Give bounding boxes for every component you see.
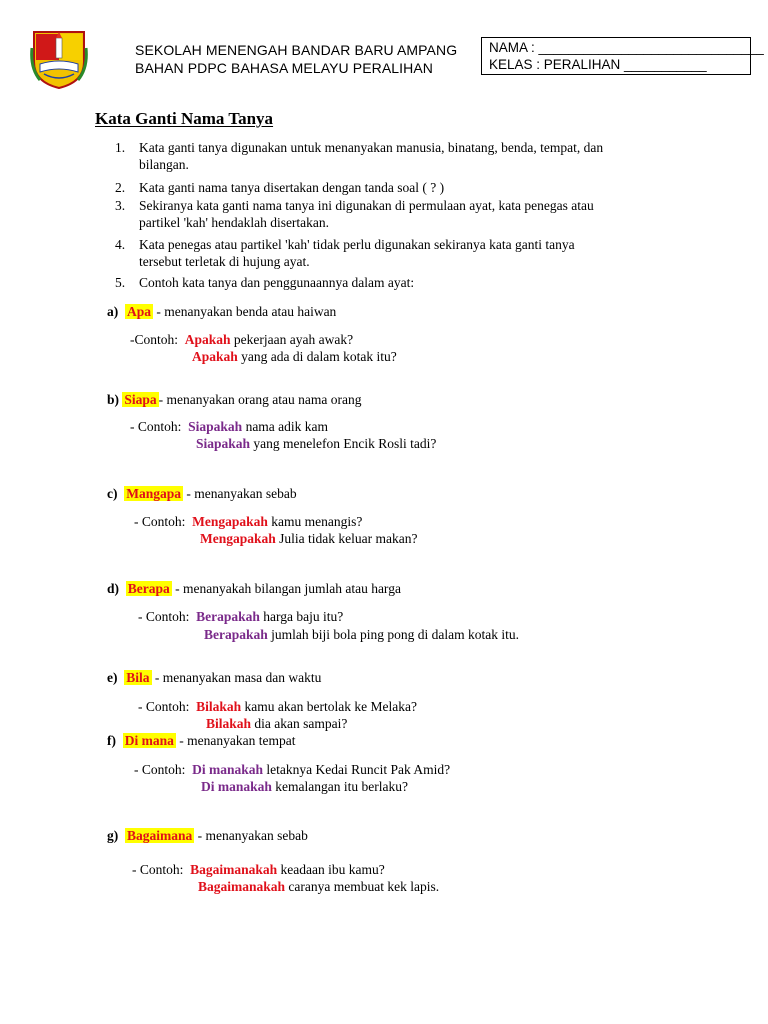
section-heading-bila: e) Bila - menanyakan masa dan waktu [107, 670, 322, 685]
section-heading-berapa: d) Berapa - menanyakah bilangan jumlah atau harga [107, 581, 401, 596]
school-crest-logo [30, 28, 88, 90]
keyword-highlight: Apa [127, 304, 152, 319]
example-line: -Contoh: Apakah pekerjaan ayah awak? [130, 332, 354, 347]
keyword-highlight: Siapa [124, 392, 157, 407]
example-line: Bilakah dia akan sampai? [206, 716, 348, 731]
example-line: Siapakah yang menelefon Encik Rosli tadi? [196, 436, 437, 451]
keyword-highlight: Bagaimana [127, 828, 193, 843]
name-field: NAMA : ______________________________ [489, 40, 764, 55]
class-field: KELAS : PERALIHAN ___________ [489, 57, 707, 72]
school-name: SEKOLAH MENENGAH BANDAR BARU AMPANG [135, 42, 458, 58]
section-heading-mangapa: c) Mangapa - menanyakan sebab [107, 486, 297, 501]
student-info-box [481, 37, 764, 75]
point-text: Contoh kata tanya dan penggunaannya dalam ayat: [139, 275, 415, 290]
point-text: Kata ganti tanya digunakan untuk menanyakan manusia, binatang, benda, tempat, dan bilangan. [139, 140, 604, 172]
point-number: 3. [115, 198, 126, 213]
example-line: - Contoh: Bagaimanakah keadaan ibu kamu? [132, 862, 385, 877]
point-number: 5. [115, 275, 126, 290]
keyword-highlight: Bila [126, 670, 150, 685]
keyword-highlight: Di mana [124, 733, 174, 748]
keyword-highlight: Berapa [127, 581, 170, 596]
example-line: - Contoh: Siapakah nama adik kam [130, 419, 329, 434]
point-number: 2. [115, 180, 126, 195]
example-line: Mengapakah Julia tidak keluar makan? [200, 531, 418, 546]
example-line: - Contoh: Mengapakah kamu menangis? [134, 514, 363, 529]
section-heading-siapa: b) Siapa - menanyakan orang atau nama orang [107, 392, 362, 407]
example-line: - Contoh: Bilakah kamu akan bertolak ke Melaka? [138, 699, 417, 714]
keyword-highlight: Mangapa [126, 486, 182, 501]
section-heading-bagaimana: g) Bagaimana - menanyakan sebab [107, 828, 308, 843]
example-line: - Contoh: Di manakah letaknya Kedai Runcit Pak Amid? [134, 762, 451, 777]
point-number: 1. [115, 140, 126, 155]
example-line: Berapakah jumlah biji bola ping pong di dalam kotak itu. [204, 627, 519, 642]
example-line: Apakah yang ada di dalam kotak itu? [192, 349, 397, 364]
point-text: Kata ganti nama tanya disertakan dengan tanda soal ( ? ) [139, 180, 445, 195]
material-subtitle: BAHAN PDPC BAHASA MELAYU PERALIHAN [135, 60, 434, 76]
point-text: Sekiranya kata ganti nama tanya ini digunakan di permulaan ayat, kata penegas atau partikel 'kah' hendaklah disertakan. [139, 198, 594, 230]
section-heading-apa: a) Apa - menanyakan benda atau haiwan [107, 304, 337, 319]
example-line: Di manakah kemalangan itu berlaku? [201, 779, 408, 794]
point-text: Kata penegas atau partikel 'kah' tidak perlu digunakan sekiranya kata ganti tanya tersebut terletak di hujung ayat. [139, 237, 575, 269]
section-heading-di-mana: f) Di mana - menanyakan tempat [107, 733, 296, 748]
page-title: Kata Ganti Nama Tanya [95, 109, 274, 128]
example-line: Bagaimanakah caranya membuat kek lapis. [198, 879, 440, 894]
point-number: 4. [115, 237, 126, 252]
example-line: - Contoh: Berapakah harga baju itu? [138, 609, 344, 624]
